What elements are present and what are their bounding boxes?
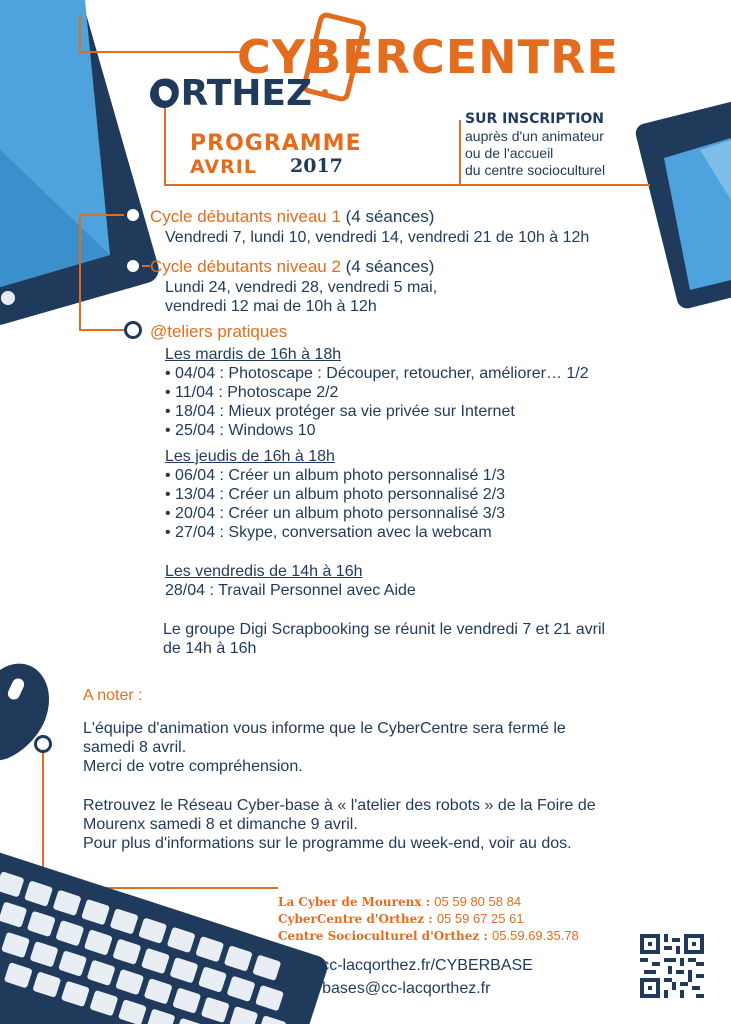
ateliers-title: @teliers pratiques — [150, 322, 288, 341]
website-link[interactable]: www.cc-lacqorthez.fr/CYBERBASE — [283, 957, 533, 974]
cycle1-title-text: Cycle débutants niveau 1 — [150, 207, 341, 226]
cycle2-dates-line: vendredi 12 mai de 10h à 12h — [165, 298, 377, 315]
ateliers-bullet-dot — [124, 321, 142, 339]
contact-centre — [278, 928, 579, 944]
contact-phone: 05.59.69.35.78 — [492, 928, 579, 943]
tuesday-item: • 18/04 : Mieux protéger sa vie privée sur Internet — [165, 403, 515, 420]
thursday-item: • 13/04 : Créer un album photo personnalisé 2/3 — [165, 486, 506, 503]
programme-title: PROGRAMME — [190, 131, 362, 156]
thursday-item: • 06/04 : Créer un album photo personnalisé 1/3 — [165, 467, 506, 484]
contact-label: CyberCentre d'Orthez : — [278, 912, 433, 926]
inscription-line: ou de l'accueil — [465, 145, 554, 161]
cycle2-dates-line: Lundi 24, vendredi 28, vendredi 5 mai, — [165, 279, 438, 296]
brand-orthez: ORTHEZ — [150, 73, 313, 114]
cycle1-bullet-dot — [124, 206, 142, 224]
notes-bullet-dot — [34, 735, 52, 753]
thursdays-heading: Les jeudis de 16h à 18h — [165, 448, 335, 465]
contact-label: La Cyber de Mourenx : — [278, 895, 431, 909]
friday-item: 28/04 : Travail Personnel avec Aide — [165, 582, 416, 599]
tuesday-item: • 04/04 : Photoscape : Découper, retoucher, améliorer… 1/2 — [165, 365, 589, 382]
year-label: 2017 — [290, 155, 343, 177]
notes-closure-line: Merci de votre compréhension. — [83, 758, 303, 775]
contact-mourenx — [278, 894, 521, 910]
notes-title: A noter : — [83, 687, 143, 704]
notes-event-line: Retrouvez le Réseau Cyber-base à « l'atelier des robots » de la Foire de — [83, 797, 596, 814]
thursday-item: • 27/04 : Skype, conversation avec la webcam — [165, 524, 492, 541]
notes-closure-line: L'équipe d'animation vous informe que le CyberCentre sera fermé le — [83, 720, 566, 737]
cycle2-bullet-dot — [124, 257, 142, 275]
contact-label: Centre Socioculturel d'Orthez : — [278, 929, 488, 943]
brand-cybercentre: CYBERCENTRE — [237, 30, 619, 84]
tuesdays-heading: Les mardis de 16h à 18h — [165, 346, 342, 363]
phone-illustration — [634, 100, 731, 311]
notes-event-line: Pour plus d'informations sur le programme du week-end, voir au dos. — [83, 835, 572, 852]
contact-phone: 05 59 80 58 84 — [434, 894, 522, 909]
thursday-item: • 20/04 : Créer un album photo personnalisé 3/3 — [165, 505, 506, 522]
contact-orthez — [278, 911, 524, 927]
cycle1-dates: Vendredi 7, lundi 10, vendredi 14, vendredi 21 de 10h à 12h — [165, 229, 590, 246]
qr-code-icon — [640, 934, 704, 998]
cycle2-title-text: Cycle débutants niveau 2 — [150, 257, 341, 276]
scrapbooking-line: de 14h à 16h — [163, 640, 257, 657]
cycle2-title — [150, 257, 434, 277]
cycle2-count: (4 séances) — [340, 257, 435, 276]
email-link[interactable]: cyberbases@cc-lacqorthez.fr — [283, 980, 491, 997]
notes-event-line: Mourenx samedi 8 et dimanche 9 avril. — [83, 816, 358, 833]
contact-phone: 05 59 67 25 61 — [436, 911, 524, 926]
tuesday-item: • 11/04 : Photoscape 2/2 — [165, 384, 339, 401]
cycle1-count: (4 séances) — [340, 207, 435, 226]
fridays-heading: Les vendredis de 14h à 16h — [165, 563, 363, 580]
tuesday-item: • 25/04 : Windows 10 — [165, 422, 316, 439]
cycle1-title — [150, 207, 434, 227]
month-label: AVRIL — [190, 156, 257, 178]
inscription-title: SUR INSCRIPTION — [465, 111, 605, 127]
inscription-line: du centre socioculturel — [465, 162, 606, 178]
inscription-line: auprès d'un animateur — [465, 128, 604, 144]
notes-closure-line: samedi 8 avril. — [83, 739, 187, 756]
scrapbooking-line: Le groupe Digi Scrapbooking se réunit le vendredi 7 et 21 avril — [163, 621, 606, 638]
